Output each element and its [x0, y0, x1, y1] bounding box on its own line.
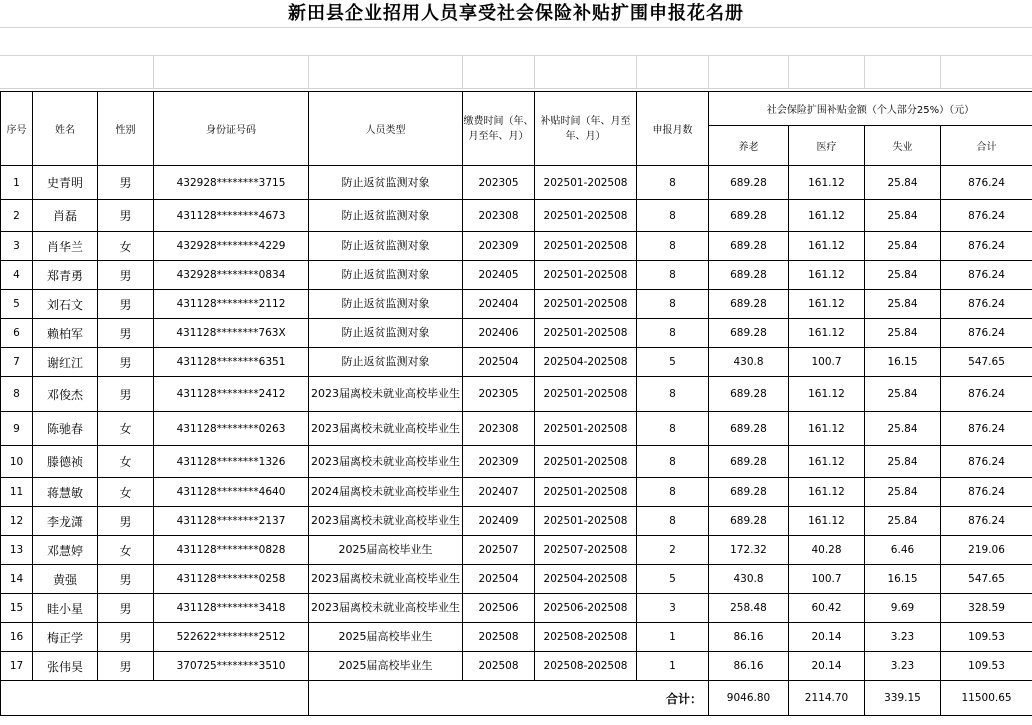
cell-medical: 100.7: [789, 565, 865, 594]
cell-seq: 11: [1, 478, 33, 507]
cell-pension: 86.16: [709, 652, 789, 681]
table-row: [1, 565, 1032, 594]
cell-months: 1: [637, 623, 709, 652]
cell-pension: 689.28: [709, 166, 789, 200]
cell-seq: 16: [1, 623, 33, 652]
cell-gender: 男: [98, 200, 154, 232]
cell-pension: 689.28: [709, 290, 789, 319]
cell-name: 邓慧婷: [33, 536, 98, 565]
cell-id-number: 431128********2137: [154, 507, 309, 536]
cell-months: 8: [637, 446, 709, 478]
cell-sum: 328.59: [941, 594, 1032, 623]
cell-seq: 2: [1, 200, 33, 232]
cell-months: 8: [637, 290, 709, 319]
cell-medical: 161.12: [789, 507, 865, 536]
cell-name: 陈驰春: [33, 412, 98, 446]
table-row: [1, 652, 1032, 681]
table-row: [1, 412, 1032, 446]
cell-medical: 161.12: [789, 290, 865, 319]
cell-pension: 86.16: [709, 623, 789, 652]
cell-pay-time: 202508: [463, 623, 535, 652]
cell-seq: 9: [1, 412, 33, 446]
cell-pension: 689.28: [709, 446, 789, 478]
cell-name: 谢红江: [33, 348, 98, 377]
cell-sum: 876.24: [941, 261, 1032, 290]
cell-name: 郑青勇: [33, 261, 98, 290]
cell-person-type: 防止返贫监测对象: [309, 261, 463, 290]
cell-subsidy-time: 202501-202508: [535, 478, 637, 507]
total-spacer: [1, 681, 309, 716]
cell-sum: 547.65: [941, 348, 1032, 377]
cell-unemployment: 25.84: [865, 478, 941, 507]
cell-sum: 876.24: [941, 232, 1032, 261]
header-seq: 序号: [1, 92, 33, 166]
cell-person-type: 防止返贫监测对象: [309, 232, 463, 261]
table-row: [1, 348, 1032, 377]
cell-person-type: 2025届高校毕业生: [309, 623, 463, 652]
cell-pay-time: 202305: [463, 377, 535, 412]
cell-subsidy-time: 202501-202508: [535, 412, 637, 446]
total-sum: 11500.65: [941, 681, 1032, 716]
cell-name: 眭小星: [33, 594, 98, 623]
cell-seq: 13: [1, 536, 33, 565]
header-medical: 医疗: [789, 126, 865, 166]
roster-table: [0, 91, 1032, 716]
cell-medical: 60.42: [789, 594, 865, 623]
cell-pension: 172.32: [709, 536, 789, 565]
cell-subsidy-time: 202501-202508: [535, 290, 637, 319]
cell-sum: 109.53: [941, 623, 1032, 652]
cell-months: 1: [637, 652, 709, 681]
cell-name: 滕德祯: [33, 446, 98, 478]
cell-gender: 男: [98, 261, 154, 290]
cell-id-number: 432928********3715: [154, 166, 309, 200]
table-row: [1, 290, 1032, 319]
cell-seq: 4: [1, 261, 33, 290]
cell-medical: 100.7: [789, 348, 865, 377]
cell-gender: 男: [98, 290, 154, 319]
cell-pay-time: 202305: [463, 166, 535, 200]
header-amount-group: 社会保险扩围补贴金额（个人部分25%）（元）: [709, 92, 1032, 126]
cell-seq: 1: [1, 166, 33, 200]
cell-medical: 161.12: [789, 478, 865, 507]
cell-id-number: 431128********3418: [154, 594, 309, 623]
cell-id-number: 431128********6351: [154, 348, 309, 377]
total-unemployment: 339.15: [865, 681, 941, 716]
cell-sum: 547.65: [941, 565, 1032, 594]
cell-id-number: 432928********4229: [154, 232, 309, 261]
cell-gender: 男: [98, 377, 154, 412]
cell-pension: 689.28: [709, 200, 789, 232]
cell-name: 张伟昊: [33, 652, 98, 681]
cell-seq: 6: [1, 319, 33, 348]
cell-medical: 161.12: [789, 412, 865, 446]
cell-unemployment: 25.84: [865, 232, 941, 261]
cell-months: 8: [637, 412, 709, 446]
cell-pay-time: 202507: [463, 536, 535, 565]
cell-person-type: 2025届高校毕业生: [309, 652, 463, 681]
cell-months: 8: [637, 166, 709, 200]
cell-pay-time: 202406: [463, 319, 535, 348]
cell-months: 8: [637, 261, 709, 290]
table-row: [1, 478, 1032, 507]
cell-id-number: 522622********2512: [154, 623, 309, 652]
cell-pay-time: 202308: [463, 412, 535, 446]
cell-sum: 876.24: [941, 290, 1032, 319]
cell-pension: 689.28: [709, 478, 789, 507]
cell-gender: 男: [98, 348, 154, 377]
cell-name: 李龙潇: [33, 507, 98, 536]
cell-name: 刘石文: [33, 290, 98, 319]
table-row: [1, 446, 1032, 478]
cell-gender: 男: [98, 166, 154, 200]
cell-subsidy-time: 202504-202508: [535, 348, 637, 377]
cell-id-number: 370725********3510: [154, 652, 309, 681]
cell-id-number: 431128********1326: [154, 446, 309, 478]
cell-person-type: 防止返贫监测对象: [309, 348, 463, 377]
cell-id-number: 431128********763X: [154, 319, 309, 348]
cell-seq: 15: [1, 594, 33, 623]
cell-gender: 男: [98, 594, 154, 623]
table-row: [1, 536, 1032, 565]
cell-seq: 12: [1, 507, 33, 536]
cell-pension: 689.28: [709, 377, 789, 412]
cell-medical: 161.12: [789, 232, 865, 261]
cell-subsidy-time: 202508-202508: [535, 652, 637, 681]
cell-seq: 8: [1, 377, 33, 412]
cell-medical: 161.12: [789, 166, 865, 200]
cell-pay-time: 202309: [463, 232, 535, 261]
header-pension: 养老: [709, 126, 789, 166]
total-medical: 2114.70: [789, 681, 865, 716]
cell-medical: 40.28: [789, 536, 865, 565]
cell-subsidy-time: 202501-202508: [535, 377, 637, 412]
cell-pay-time: 202407: [463, 478, 535, 507]
cell-id-number: 431128********0258: [154, 565, 309, 594]
cell-months: 8: [637, 377, 709, 412]
cell-pay-time: 202309: [463, 446, 535, 478]
cell-sum: 109.53: [941, 652, 1032, 681]
cell-gender: 女: [98, 232, 154, 261]
cell-unemployment: 25.84: [865, 290, 941, 319]
header-subsidy-time: 补贴时间（年、月至年、月）: [535, 92, 637, 166]
cell-person-type: 2023届离校未就业高校毕业生: [309, 412, 463, 446]
cell-person-type: 2023届离校未就业高校毕业生: [309, 377, 463, 412]
cell-subsidy-time: 202501-202508: [535, 200, 637, 232]
cell-id-number: 431128********0263: [154, 412, 309, 446]
header-pay-time: 缴费时间（年、月至年、月）: [463, 92, 535, 166]
cell-unemployment: 16.15: [865, 348, 941, 377]
cell-subsidy-time: 202504-202508: [535, 565, 637, 594]
cell-id-number: 432928********0834: [154, 261, 309, 290]
cell-unemployment: 25.84: [865, 166, 941, 200]
cell-unemployment: 25.84: [865, 261, 941, 290]
cell-sum: 876.24: [941, 319, 1032, 348]
header-id-number: 身份证号码: [154, 92, 309, 166]
table-row: [1, 166, 1032, 200]
cell-medical: 161.12: [789, 319, 865, 348]
cell-pension: 689.28: [709, 507, 789, 536]
cell-unemployment: 25.84: [865, 507, 941, 536]
cell-subsidy-time: 202501-202508: [535, 166, 637, 200]
cell-name: 肖磊: [33, 200, 98, 232]
cell-sum: 876.24: [941, 200, 1032, 232]
cell-unemployment: 6.46: [865, 536, 941, 565]
cell-months: 8: [637, 507, 709, 536]
cell-unemployment: 16.15: [865, 565, 941, 594]
cell-medical: 20.14: [789, 623, 865, 652]
total-pension: 9046.80: [709, 681, 789, 716]
cell-name: 梅正学: [33, 623, 98, 652]
cell-pay-time: 202404: [463, 290, 535, 319]
cell-seq: 7: [1, 348, 33, 377]
cell-seq: 17: [1, 652, 33, 681]
cell-pension: 258.48: [709, 594, 789, 623]
cell-subsidy-time: 202501-202508: [535, 446, 637, 478]
cell-person-type: 防止返贫监测对象: [309, 200, 463, 232]
cell-months: 8: [637, 319, 709, 348]
cell-gender: 男: [98, 565, 154, 594]
cell-gender: 男: [98, 319, 154, 348]
cell-unemployment: 25.84: [865, 412, 941, 446]
cell-gender: 男: [98, 652, 154, 681]
table-row: [1, 200, 1032, 232]
cell-pension: 689.28: [709, 261, 789, 290]
cell-pay-time: 202508: [463, 652, 535, 681]
cell-subsidy-time: 202501-202508: [535, 261, 637, 290]
cell-seq: 3: [1, 232, 33, 261]
cell-sum: 876.24: [941, 478, 1032, 507]
cell-pay-time: 202405: [463, 261, 535, 290]
cell-pension: 689.28: [709, 412, 789, 446]
cell-unemployment: 25.84: [865, 446, 941, 478]
cell-gender: 男: [98, 507, 154, 536]
cell-unemployment: 25.84: [865, 377, 941, 412]
cell-person-type: 2025届高校毕业生: [309, 536, 463, 565]
cell-unemployment: 3.23: [865, 623, 941, 652]
cell-name: 黄强: [33, 565, 98, 594]
cell-id-number: 431128********4673: [154, 200, 309, 232]
cell-pension: 689.28: [709, 319, 789, 348]
header-unemployment: 失业: [865, 126, 941, 166]
cell-pay-time: 202504: [463, 565, 535, 594]
cell-person-type: 防止返贫监测对象: [309, 319, 463, 348]
cell-sum: 876.24: [941, 377, 1032, 412]
cell-id-number: 431128********4640: [154, 478, 309, 507]
cell-pension: 430.8: [709, 348, 789, 377]
cell-sum: 876.24: [941, 507, 1032, 536]
cell-unemployment: 25.84: [865, 319, 941, 348]
cell-seq: 10: [1, 446, 33, 478]
blank-spreadsheet-rows: [0, 27, 1032, 89]
cell-months: 3: [637, 594, 709, 623]
cell-pay-time: 202308: [463, 200, 535, 232]
cell-sum: 876.24: [941, 166, 1032, 200]
cell-gender: 男: [98, 623, 154, 652]
cell-person-type: 2023届离校未就业高校毕业生: [309, 565, 463, 594]
cell-medical: 161.12: [789, 377, 865, 412]
cell-months: 8: [637, 478, 709, 507]
total-label: 合计：: [309, 681, 709, 716]
cell-gender: 女: [98, 446, 154, 478]
cell-person-type: 2023届离校未就业高校毕业生: [309, 507, 463, 536]
cell-months: 8: [637, 200, 709, 232]
cell-subsidy-time: 202501-202508: [535, 232, 637, 261]
cell-person-type: 2023届离校未就业高校毕业生: [309, 594, 463, 623]
cell-months: 5: [637, 348, 709, 377]
cell-id-number: 431128********0828: [154, 536, 309, 565]
cell-seq: 5: [1, 290, 33, 319]
cell-subsidy-time: 202507-202508: [535, 536, 637, 565]
table-row: [1, 232, 1032, 261]
header-name: 姓名: [33, 92, 98, 166]
header-person-type: 人员类型: [309, 92, 463, 166]
table-row: [1, 507, 1032, 536]
page-title: 新田县企业招用人员享受社会保险补贴扩围申报花名册: [288, 3, 744, 24]
cell-id-number: 431128********2412: [154, 377, 309, 412]
cell-name: 邓俊杰: [33, 377, 98, 412]
cell-unemployment: 9.69: [865, 594, 941, 623]
cell-name: 肖华兰: [33, 232, 98, 261]
cell-name: 赖柏军: [33, 319, 98, 348]
header-gender: 性别: [98, 92, 154, 166]
cell-months: 2: [637, 536, 709, 565]
cell-gender: 女: [98, 412, 154, 446]
cell-pay-time: 202506: [463, 594, 535, 623]
cell-subsidy-time: 202506-202508: [535, 594, 637, 623]
table-row: [1, 261, 1032, 290]
cell-id-number: 431128********2112: [154, 290, 309, 319]
table-row: [1, 594, 1032, 623]
cell-medical: 161.12: [789, 200, 865, 232]
cell-subsidy-time: 202508-202508: [535, 623, 637, 652]
cell-unemployment: 3.23: [865, 652, 941, 681]
cell-sum: 876.24: [941, 412, 1032, 446]
cell-person-type: 防止返贫监测对象: [309, 166, 463, 200]
cell-name: 蒋慧敏: [33, 478, 98, 507]
cell-person-type: 防止返贫监测对象: [309, 290, 463, 319]
cell-unemployment: 25.84: [865, 200, 941, 232]
cell-sum: 219.06: [941, 536, 1032, 565]
cell-pay-time: 202409: [463, 507, 535, 536]
table-row: [1, 623, 1032, 652]
cell-months: 8: [637, 232, 709, 261]
cell-name: 史青明: [33, 166, 98, 200]
cell-pension: 689.28: [709, 232, 789, 261]
header-sum: 合计: [941, 126, 1032, 166]
header-months: 申报月数: [637, 92, 709, 166]
cell-medical: 20.14: [789, 652, 865, 681]
cell-subsidy-time: 202501-202508: [535, 319, 637, 348]
cell-pension: 430.8: [709, 565, 789, 594]
cell-person-type: 2024届离校未就业高校毕业生: [309, 478, 463, 507]
cell-medical: 161.12: [789, 446, 865, 478]
cell-months: 5: [637, 565, 709, 594]
table-row: [1, 377, 1032, 412]
cell-person-type: 2023届离校未就业高校毕业生: [309, 446, 463, 478]
cell-gender: 女: [98, 478, 154, 507]
cell-gender: 女: [98, 536, 154, 565]
cell-pay-time: 202504: [463, 348, 535, 377]
cell-medical: 161.12: [789, 261, 865, 290]
table-row: [1, 319, 1032, 348]
cell-subsidy-time: 202501-202508: [535, 507, 637, 536]
cell-sum: 876.24: [941, 446, 1032, 478]
cell-seq: 14: [1, 565, 33, 594]
